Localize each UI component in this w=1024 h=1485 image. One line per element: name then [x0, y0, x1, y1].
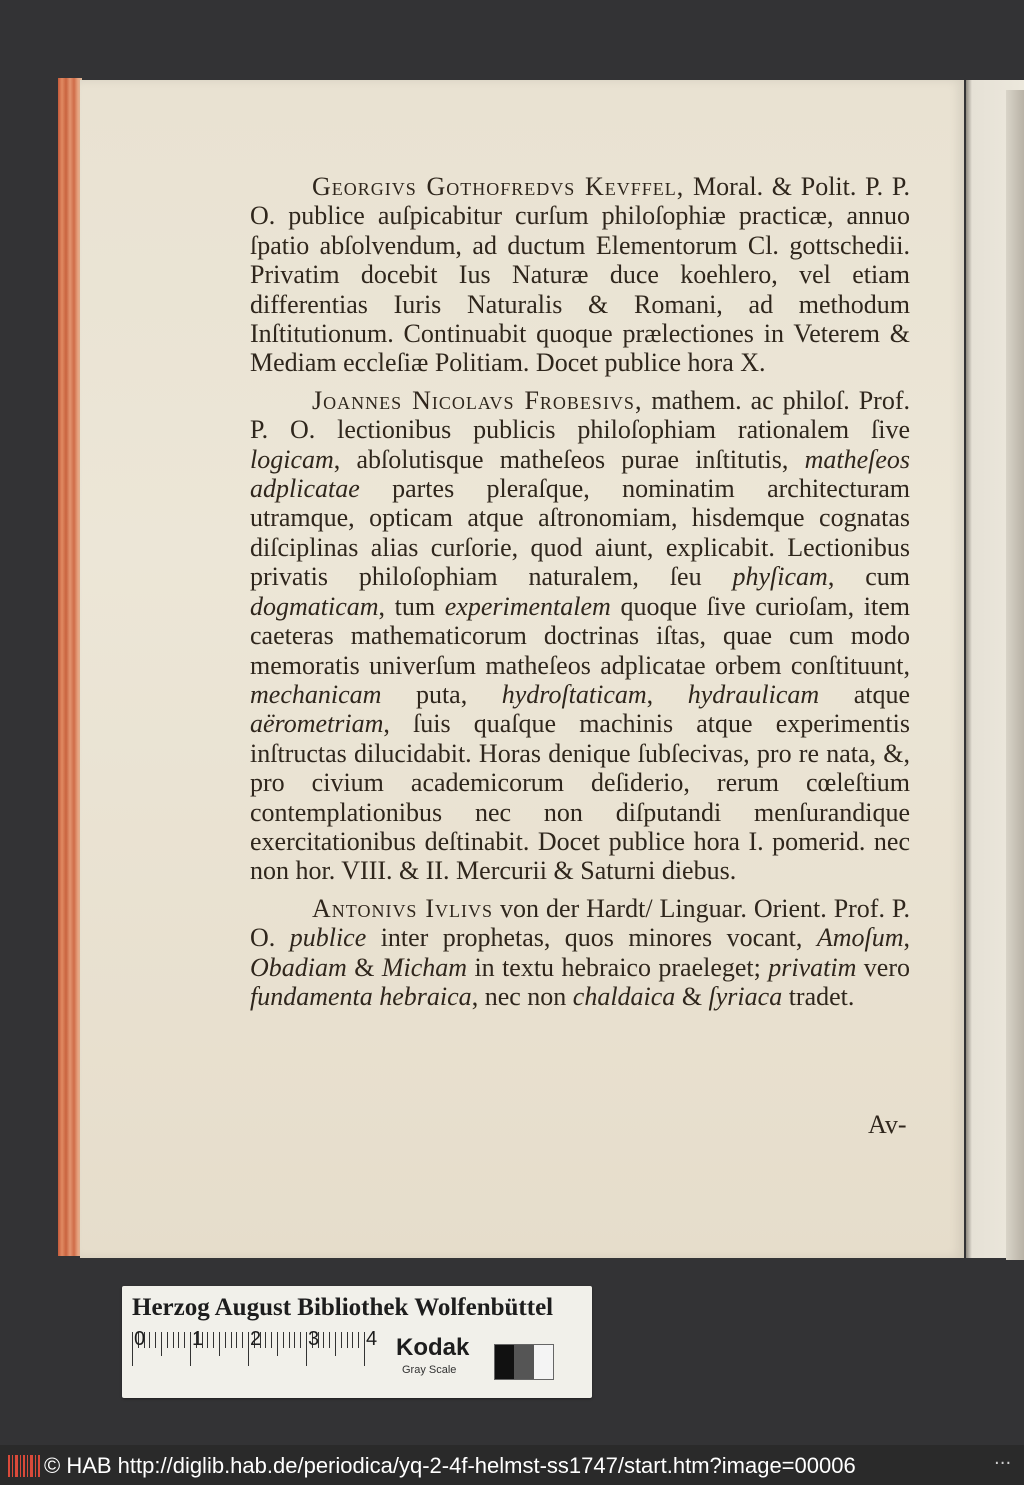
ruler-tick [213, 1332, 214, 1348]
paragraph-frobesivs [250, 386, 910, 886]
ruler-tick [289, 1332, 290, 1348]
ruler-tick [358, 1332, 359, 1348]
text-part: , tum [378, 591, 445, 621]
text-part-italic: Amoſum [816, 923, 904, 953]
ruler-number: 1 [192, 1328, 204, 1350]
page-text [250, 172, 910, 1011]
text-part-italic: matheſeos adplicatae [250, 444, 910, 504]
kodak-logo: Kodak [396, 1334, 470, 1361]
ruler-number: 0 [134, 1328, 146, 1350]
text-part-italic: logicam [250, 444, 334, 474]
text-part-italic: Obadiam [250, 952, 347, 982]
ruler-tick [219, 1332, 220, 1356]
ruler-tick [132, 1332, 133, 1366]
text-part-italic: chaldaica [572, 981, 676, 1011]
source-footer [0, 1445, 1024, 1485]
ruler-tick [242, 1332, 243, 1348]
name-ivlivs: Antonivs Ivlivs [312, 893, 494, 923]
text-part: puta, [381, 679, 502, 709]
text-part: vero [856, 952, 910, 982]
text-part: & [675, 981, 709, 1011]
ruler-tick [161, 1332, 162, 1356]
catchword: Av- [868, 1110, 907, 1139]
ruler-tick [364, 1332, 365, 1366]
swatch-gray [514, 1345, 533, 1379]
ruler-tick [306, 1332, 307, 1366]
ruler-number: 3 [308, 1328, 320, 1350]
text-part: , ſuis quaſque machinis atque experimentis inſtructas dilucidabit. Horas denique ſubſecivas, pro re nata, &, pro civium academicorum deſiderio, rerum cœleſtium contemplationibus nec non diſputandi menſurandique exercitationibus deſtinabit. Docet publice hora I. pomerid. nec non hor. VIII. & II. Mercurii & Saturni diebus. [250, 709, 910, 886]
ruler-tick [184, 1332, 185, 1348]
ruler-tick [329, 1332, 330, 1348]
text-part-italic: hydraulicam [687, 679, 820, 709]
text-part: quoque ſive curioſam, item caeteras mathematicorum doctrinas iſtas, quae cum modo memoratis univerſum matheſeos adplicatae orbem conſtituunt, [250, 591, 910, 680]
ruler-tick [323, 1332, 324, 1348]
paragraph-ivlivs [250, 894, 910, 1012]
text-part: , cum [827, 562, 911, 592]
text-part: , abſolutisque matheſeos purae inſtitutis, [333, 444, 805, 474]
text-part: atque [819, 679, 910, 709]
ruler-tick [352, 1332, 353, 1348]
ruler-tick [231, 1332, 232, 1348]
ruler-tick [167, 1332, 168, 1348]
text-part-italic: hydroſtaticam [501, 679, 647, 709]
paragraph-kevffel [250, 172, 910, 378]
text-part: inter prophetas, quos minores vocant, [366, 923, 817, 953]
ruler-tick [173, 1332, 174, 1348]
ruler-tick [335, 1332, 336, 1356]
color-reference-card [122, 1286, 592, 1398]
ruler-tick [277, 1332, 278, 1356]
text-part-italic: privatim [768, 952, 857, 982]
ruler-tick [190, 1332, 191, 1366]
facing-page-edge [1006, 90, 1024, 1260]
ruler-tick [265, 1332, 266, 1348]
name-kevffel: Georgivs Gothofredvs Kevffel, [312, 172, 685, 201]
text-part-italic: ſyriaca [708, 981, 783, 1011]
ruler-tick [300, 1332, 301, 1348]
ruler-tick [347, 1332, 348, 1348]
ruler-tick [149, 1332, 150, 1348]
text-part-italic: dogmaticam [250, 591, 379, 621]
text-part: von der Hardt/ Linguar. Orient. Prof. P. O. [250, 893, 910, 953]
ruler-tick [294, 1332, 295, 1348]
text-part-italic: aërometriam [250, 709, 384, 739]
gray-swatches [494, 1344, 554, 1380]
text-kevffel: Moral. & Polit. P. P. O. publice auſpicabitur curſum philoſophiæ practicæ, annuo ſpatio abſolvendum, ad ductum Elementorum Cl. gottschedii. Privatim docebit Ius Naturæ duce koehlero, vel etiam differentias Iuris Naturalis & Romani, ad methodum Inſtitutionum. Continuabit quoque prælectiones in Veterem & Mediam eccleſiæ Politiam. Docet publice hora X. [250, 172, 910, 378]
text-part: tradet. [782, 981, 855, 1011]
ruler-tick [207, 1332, 208, 1348]
text-part: mathem. ac philoſ. Prof. P. O. lectionibus publicis philoſophiam rationalem ſive [250, 385, 911, 445]
text-part: in textu hebraico praeleget; [467, 952, 769, 982]
ruler-tick [155, 1332, 156, 1348]
text-part-italic: mechanicam [250, 679, 382, 709]
barcode-icon [8, 1455, 42, 1477]
text-part: , nec non [471, 981, 573, 1011]
text-part-italic: experimentalem [444, 591, 611, 621]
ruler-number: 2 [250, 1328, 262, 1350]
ruler-number: 4 [366, 1328, 378, 1350]
ruler-tick [283, 1332, 284, 1348]
more-icon[interactable]: ··· [994, 1453, 1012, 1474]
gray-scale-label: Gray Scale [402, 1364, 457, 1376]
ruler-tick [236, 1332, 237, 1348]
text-part-italic: phyſicam [732, 562, 828, 592]
swatch-black [495, 1345, 514, 1379]
ruler-tick [225, 1332, 226, 1348]
red-page-edge [58, 78, 82, 1256]
ruler-tick [248, 1332, 249, 1366]
text-part: , [646, 679, 688, 709]
text-part-italic: fundamenta hebraica [250, 981, 472, 1011]
text-part: & [346, 952, 382, 982]
text-part-italic: publice [289, 923, 367, 953]
ruler-tick [271, 1332, 272, 1348]
swatch-white [534, 1345, 553, 1379]
ruler-tick [178, 1332, 179, 1348]
text-part: , [903, 923, 910, 953]
text-part: partes pleraſque, nominatim architecturam utramque, opticam atque aſtronomiam, hisdemque cognatas diſciplinas alias curſorie, quod aiunt, explicabit. Lectionibus privatis philoſophiam naturalem, ſeu [250, 474, 910, 592]
text-part-italic: Micham [381, 952, 468, 982]
source-url[interactable]: © HAB http://diglib.hab.de/periodica/yq-2-4f-helmst-ss1747/start.htm?image=00006 [44, 1453, 856, 1478]
ruler-tick [341, 1332, 342, 1348]
name-frobesivs: Joannes Nicolavs Frobesivs, [312, 385, 643, 415]
library-label: Herzog August Bibliothek Wolfenbüttel [132, 1294, 554, 1321]
